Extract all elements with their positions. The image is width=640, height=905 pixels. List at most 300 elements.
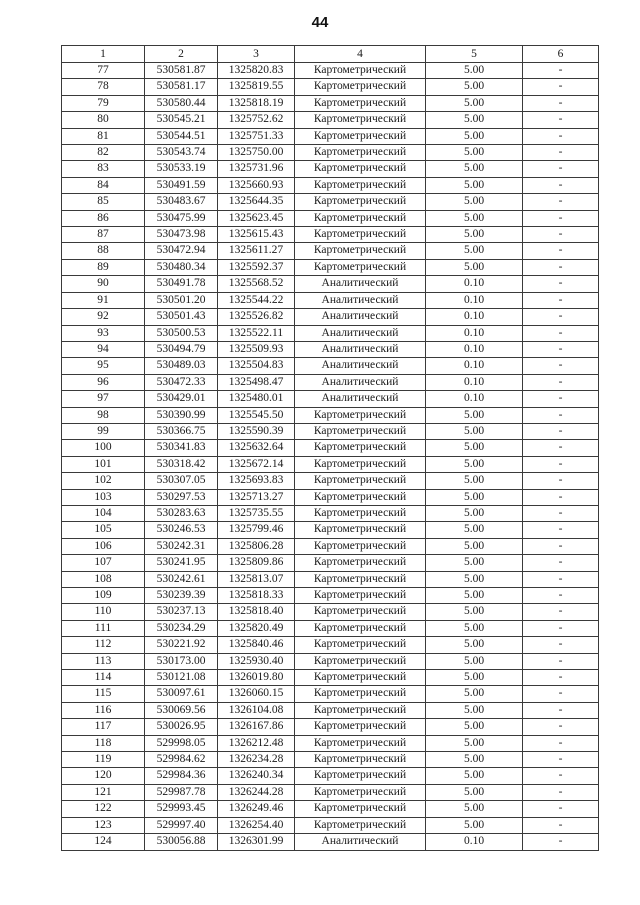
- note-cell: -: [523, 522, 599, 538]
- point-number-cell: 91: [62, 292, 145, 308]
- point-number-cell: 121: [62, 784, 145, 800]
- method-cell: Картометрический: [295, 735, 426, 751]
- table-row: [62, 456, 599, 472]
- accuracy-cell: 5.00: [426, 145, 523, 161]
- page-number: 44: [311, 14, 329, 31]
- table-row: [62, 79, 599, 95]
- x-coordinate-cell: 530069.56: [145, 702, 218, 718]
- note-cell: -: [523, 702, 599, 718]
- table-row: [62, 522, 599, 538]
- y-coordinate-cell: 1325623.45: [218, 210, 295, 226]
- y-coordinate-cell: 1325930.40: [218, 653, 295, 669]
- x-coordinate-cell: 530580.44: [145, 95, 218, 111]
- method-cell: Аналитический: [295, 325, 426, 341]
- method-cell: Картометрический: [295, 407, 426, 423]
- method-cell: Аналитический: [295, 309, 426, 325]
- method-cell: Аналитический: [295, 834, 426, 850]
- x-coordinate-cell: 530237.13: [145, 604, 218, 620]
- table-row: [62, 637, 599, 653]
- y-coordinate-cell: 1326249.46: [218, 801, 295, 817]
- point-number-cell: 122: [62, 801, 145, 817]
- point-number-cell: 119: [62, 752, 145, 768]
- method-cell: Картометрический: [295, 423, 426, 439]
- point-number-cell: 112: [62, 637, 145, 653]
- y-coordinate-cell: 1325644.35: [218, 194, 295, 210]
- table-row: [62, 620, 599, 636]
- point-number-cell: 96: [62, 374, 145, 390]
- point-number-cell: 113: [62, 653, 145, 669]
- x-coordinate-cell: 530297.53: [145, 489, 218, 505]
- y-coordinate-cell: 1325820.49: [218, 620, 295, 636]
- accuracy-cell: 5.00: [426, 637, 523, 653]
- note-cell: -: [523, 145, 599, 161]
- note-cell: -: [523, 391, 599, 407]
- method-cell: Картометрический: [295, 817, 426, 833]
- accuracy-cell: 5.00: [426, 177, 523, 193]
- x-coordinate-cell: 530239.39: [145, 588, 218, 604]
- accuracy-cell: 5.00: [426, 538, 523, 554]
- table-row: [62, 95, 599, 111]
- accuracy-cell: 0.10: [426, 358, 523, 374]
- note-cell: -: [523, 79, 599, 95]
- y-coordinate-cell: 1326240.34: [218, 768, 295, 784]
- table-row: [62, 489, 599, 505]
- point-number-cell: 81: [62, 128, 145, 144]
- table-row: [62, 653, 599, 669]
- method-cell: Картометрический: [295, 505, 426, 521]
- x-coordinate-cell: 530318.42: [145, 456, 218, 472]
- point-number-cell: 109: [62, 588, 145, 604]
- note-cell: -: [523, 801, 599, 817]
- table-row: [62, 259, 599, 275]
- accuracy-cell: 5.00: [426, 620, 523, 636]
- accuracy-cell: 5.00: [426, 95, 523, 111]
- y-coordinate-cell: 1325544.22: [218, 292, 295, 308]
- column-header: 1: [62, 46, 145, 63]
- accuracy-cell: 5.00: [426, 735, 523, 751]
- note-cell: -: [523, 374, 599, 390]
- y-coordinate-cell: 1326234.28: [218, 752, 295, 768]
- table-row: [62, 374, 599, 390]
- x-coordinate-cell: 530246.53: [145, 522, 218, 538]
- point-number-cell: 88: [62, 243, 145, 259]
- note-cell: -: [523, 456, 599, 472]
- method-cell: Картометрический: [295, 194, 426, 210]
- x-coordinate-cell: 529997.40: [145, 817, 218, 833]
- accuracy-cell: 5.00: [426, 227, 523, 243]
- method-cell: Картометрический: [295, 210, 426, 226]
- point-number-cell: 102: [62, 473, 145, 489]
- y-coordinate-cell: 1325809.86: [218, 555, 295, 571]
- method-cell: Картометрический: [295, 686, 426, 702]
- point-number-cell: 118: [62, 735, 145, 751]
- point-number-cell: 77: [62, 63, 145, 79]
- accuracy-cell: 0.10: [426, 292, 523, 308]
- method-cell: Аналитический: [295, 341, 426, 357]
- note-cell: -: [523, 292, 599, 308]
- point-number-cell: 78: [62, 79, 145, 95]
- y-coordinate-cell: 1325590.39: [218, 423, 295, 439]
- x-coordinate-cell: 529984.36: [145, 768, 218, 784]
- note-cell: -: [523, 571, 599, 587]
- note-cell: -: [523, 784, 599, 800]
- x-coordinate-cell: 530480.34: [145, 259, 218, 275]
- x-coordinate-cell: 530234.29: [145, 620, 218, 636]
- method-cell: Картометрический: [295, 522, 426, 538]
- table-row: [62, 768, 599, 784]
- accuracy-cell: 5.00: [426, 555, 523, 571]
- accuracy-cell: 0.10: [426, 276, 523, 292]
- accuracy-cell: 5.00: [426, 670, 523, 686]
- accuracy-cell: 5.00: [426, 210, 523, 226]
- point-number-cell: 120: [62, 768, 145, 784]
- y-coordinate-cell: 1325813.07: [218, 571, 295, 587]
- method-cell: Картометрический: [295, 588, 426, 604]
- x-coordinate-cell: 530026.95: [145, 719, 218, 735]
- table-row: [62, 538, 599, 554]
- y-coordinate-cell: 1325522.11: [218, 325, 295, 341]
- method-cell: Картометрический: [295, 768, 426, 784]
- method-cell: Аналитический: [295, 391, 426, 407]
- method-cell: Аналитический: [295, 358, 426, 374]
- x-coordinate-cell: 530545.21: [145, 112, 218, 128]
- note-cell: -: [523, 63, 599, 79]
- table-row: [62, 686, 599, 702]
- point-number-cell: 85: [62, 194, 145, 210]
- y-coordinate-cell: 1325568.52: [218, 276, 295, 292]
- note-cell: -: [523, 588, 599, 604]
- y-coordinate-cell: 1325632.64: [218, 440, 295, 456]
- point-number-cell: 103: [62, 489, 145, 505]
- x-coordinate-cell: 530121.08: [145, 670, 218, 686]
- accuracy-cell: 5.00: [426, 423, 523, 439]
- note-cell: -: [523, 194, 599, 210]
- point-number-cell: 105: [62, 522, 145, 538]
- y-coordinate-cell: 1326244.28: [218, 784, 295, 800]
- method-cell: Картометрический: [295, 112, 426, 128]
- note-cell: -: [523, 243, 599, 259]
- y-coordinate-cell: 1325750.00: [218, 145, 295, 161]
- accuracy-cell: 0.10: [426, 391, 523, 407]
- accuracy-cell: 5.00: [426, 473, 523, 489]
- accuracy-cell: 0.10: [426, 834, 523, 850]
- y-coordinate-cell: 1325615.43: [218, 227, 295, 243]
- x-coordinate-cell: 530472.33: [145, 374, 218, 390]
- y-coordinate-cell: 1325806.28: [218, 538, 295, 554]
- table-row: [62, 784, 599, 800]
- point-number-cell: 80: [62, 112, 145, 128]
- method-cell: Картометрический: [295, 604, 426, 620]
- column-header: 3: [218, 46, 295, 63]
- note-cell: -: [523, 227, 599, 243]
- table-row: [62, 309, 599, 325]
- x-coordinate-cell: 530341.83: [145, 440, 218, 456]
- column-header: 6: [523, 46, 599, 63]
- y-coordinate-cell: 1325731.96: [218, 161, 295, 177]
- y-coordinate-cell: 1325480.01: [218, 391, 295, 407]
- point-number-cell: 117: [62, 719, 145, 735]
- point-number-cell: 87: [62, 227, 145, 243]
- point-number-cell: 82: [62, 145, 145, 161]
- x-coordinate-cell: 530097.61: [145, 686, 218, 702]
- y-coordinate-cell: 1326019.80: [218, 670, 295, 686]
- x-coordinate-cell: 530494.79: [145, 341, 218, 357]
- x-coordinate-cell: 529998.05: [145, 735, 218, 751]
- accuracy-cell: 5.00: [426, 505, 523, 521]
- note-cell: -: [523, 735, 599, 751]
- table-row: [62, 588, 599, 604]
- y-coordinate-cell: 1325818.33: [218, 588, 295, 604]
- y-coordinate-cell: 1326104.08: [218, 702, 295, 718]
- method-cell: Картометрический: [295, 489, 426, 505]
- table-row: [62, 670, 599, 686]
- method-cell: Картометрический: [295, 719, 426, 735]
- x-coordinate-cell: 529984.62: [145, 752, 218, 768]
- table-header-row: [62, 46, 599, 63]
- table-row: [62, 276, 599, 292]
- x-coordinate-cell: 530173.00: [145, 653, 218, 669]
- x-coordinate-cell: 530366.75: [145, 423, 218, 439]
- point-number-cell: 124: [62, 834, 145, 850]
- note-cell: -: [523, 161, 599, 177]
- point-number-cell: 123: [62, 817, 145, 833]
- x-coordinate-cell: 530221.92: [145, 637, 218, 653]
- note-cell: -: [523, 653, 599, 669]
- y-coordinate-cell: 1325672.14: [218, 456, 295, 472]
- note-cell: -: [523, 112, 599, 128]
- method-cell: Картометрический: [295, 538, 426, 554]
- table-row: [62, 473, 599, 489]
- note-cell: -: [523, 276, 599, 292]
- accuracy-cell: 5.00: [426, 194, 523, 210]
- point-number-cell: 108: [62, 571, 145, 587]
- point-number-cell: 89: [62, 259, 145, 275]
- accuracy-cell: 5.00: [426, 686, 523, 702]
- method-cell: Картометрический: [295, 702, 426, 718]
- y-coordinate-cell: 1325693.83: [218, 473, 295, 489]
- method-cell: Картометрический: [295, 473, 426, 489]
- table-row: [62, 341, 599, 357]
- y-coordinate-cell: 1325819.55: [218, 79, 295, 95]
- accuracy-cell: 5.00: [426, 243, 523, 259]
- y-coordinate-cell: 1325752.62: [218, 112, 295, 128]
- x-coordinate-cell: 530472.94: [145, 243, 218, 259]
- y-coordinate-cell: 1325509.93: [218, 341, 295, 357]
- method-cell: Аналитический: [295, 374, 426, 390]
- method-cell: Картометрический: [295, 259, 426, 275]
- accuracy-cell: 5.00: [426, 161, 523, 177]
- y-coordinate-cell: 1325660.93: [218, 177, 295, 193]
- x-coordinate-cell: 530533.19: [145, 161, 218, 177]
- note-cell: -: [523, 95, 599, 111]
- point-number-cell: 100: [62, 440, 145, 456]
- method-cell: Картометрический: [295, 555, 426, 571]
- accuracy-cell: 5.00: [426, 571, 523, 587]
- x-coordinate-cell: 529987.78: [145, 784, 218, 800]
- accuracy-cell: 5.00: [426, 79, 523, 95]
- method-cell: Картометрический: [295, 243, 426, 259]
- method-cell: Картометрический: [295, 95, 426, 111]
- y-coordinate-cell: 1326167.86: [218, 719, 295, 735]
- accuracy-cell: 5.00: [426, 128, 523, 144]
- x-coordinate-cell: 530242.31: [145, 538, 218, 554]
- x-coordinate-cell: 530483.67: [145, 194, 218, 210]
- column-header: 5: [426, 46, 523, 63]
- table-row: [62, 555, 599, 571]
- x-coordinate-cell: 530056.88: [145, 834, 218, 850]
- note-cell: -: [523, 768, 599, 784]
- y-coordinate-cell: 1326212.48: [218, 735, 295, 751]
- note-cell: -: [523, 440, 599, 456]
- x-coordinate-cell: 530491.59: [145, 177, 218, 193]
- x-coordinate-cell: 530429.01: [145, 391, 218, 407]
- point-number-cell: 83: [62, 161, 145, 177]
- x-coordinate-cell: 529993.45: [145, 801, 218, 817]
- x-coordinate-cell: 530581.17: [145, 79, 218, 95]
- point-number-cell: 114: [62, 670, 145, 686]
- accuracy-cell: 5.00: [426, 407, 523, 423]
- accuracy-cell: 5.00: [426, 604, 523, 620]
- note-cell: -: [523, 834, 599, 850]
- x-coordinate-cell: 530475.99: [145, 210, 218, 226]
- y-coordinate-cell: 1325735.55: [218, 505, 295, 521]
- method-cell: Картометрический: [295, 63, 426, 79]
- method-cell: Аналитический: [295, 292, 426, 308]
- point-number-cell: 94: [62, 341, 145, 357]
- note-cell: -: [523, 407, 599, 423]
- note-cell: -: [523, 128, 599, 144]
- table-row: [62, 128, 599, 144]
- note-cell: -: [523, 752, 599, 768]
- table-row: [62, 834, 599, 850]
- note-cell: -: [523, 719, 599, 735]
- y-coordinate-cell: 1325504.83: [218, 358, 295, 374]
- method-cell: Картометрический: [295, 620, 426, 636]
- y-coordinate-cell: 1325751.33: [218, 128, 295, 144]
- y-coordinate-cell: 1325818.40: [218, 604, 295, 620]
- accuracy-cell: 5.00: [426, 768, 523, 784]
- point-number-cell: 107: [62, 555, 145, 571]
- accuracy-cell: 0.10: [426, 341, 523, 357]
- note-cell: -: [523, 505, 599, 521]
- y-coordinate-cell: 1325498.47: [218, 374, 295, 390]
- accuracy-cell: 5.00: [426, 719, 523, 735]
- table-row: [62, 210, 599, 226]
- point-number-cell: 79: [62, 95, 145, 111]
- table-row: [62, 817, 599, 833]
- column-header: 4: [295, 46, 426, 63]
- x-coordinate-cell: 530283.63: [145, 505, 218, 521]
- method-cell: Картометрический: [295, 752, 426, 768]
- method-cell: Картометрический: [295, 637, 426, 653]
- accuracy-cell: 5.00: [426, 653, 523, 669]
- x-coordinate-cell: 530241.95: [145, 555, 218, 571]
- x-coordinate-cell: 530543.74: [145, 145, 218, 161]
- x-coordinate-cell: 530473.98: [145, 227, 218, 243]
- accuracy-cell: 0.10: [426, 325, 523, 341]
- method-cell: Картометрический: [295, 456, 426, 472]
- method-cell: Картометрический: [295, 571, 426, 587]
- accuracy-cell: 5.00: [426, 259, 523, 275]
- note-cell: -: [523, 358, 599, 374]
- method-cell: Картометрический: [295, 227, 426, 243]
- point-number-cell: 98: [62, 407, 145, 423]
- y-coordinate-cell: 1325713.27: [218, 489, 295, 505]
- y-coordinate-cell: 1325592.37: [218, 259, 295, 275]
- note-cell: -: [523, 259, 599, 275]
- note-cell: -: [523, 309, 599, 325]
- x-coordinate-cell: 530501.43: [145, 309, 218, 325]
- x-coordinate-cell: 530242.61: [145, 571, 218, 587]
- note-cell: -: [523, 686, 599, 702]
- x-coordinate-cell: 530307.05: [145, 473, 218, 489]
- table-row: [62, 604, 599, 620]
- table-row: [62, 440, 599, 456]
- note-cell: -: [523, 620, 599, 636]
- method-cell: Картометрический: [295, 653, 426, 669]
- note-cell: -: [523, 555, 599, 571]
- accuracy-cell: 0.10: [426, 309, 523, 325]
- accuracy-cell: 5.00: [426, 489, 523, 505]
- point-number-cell: 106: [62, 538, 145, 554]
- table-row: [62, 63, 599, 79]
- table-row: [62, 571, 599, 587]
- x-coordinate-cell: 530501.20: [145, 292, 218, 308]
- table-row: [62, 423, 599, 439]
- y-coordinate-cell: 1326254.40: [218, 817, 295, 833]
- point-number-cell: 95: [62, 358, 145, 374]
- point-number-cell: 116: [62, 702, 145, 718]
- method-cell: Аналитический: [295, 276, 426, 292]
- table-row: [62, 325, 599, 341]
- x-coordinate-cell: 530581.87: [145, 63, 218, 79]
- point-number-cell: 111: [62, 620, 145, 636]
- accuracy-cell: 5.00: [426, 456, 523, 472]
- point-number-cell: 92: [62, 309, 145, 325]
- method-cell: Картометрический: [295, 145, 426, 161]
- table-row: [62, 194, 599, 210]
- table-row: [62, 358, 599, 374]
- table-row: [62, 145, 599, 161]
- note-cell: -: [523, 817, 599, 833]
- accuracy-cell: 5.00: [426, 522, 523, 538]
- coordinates-table: [61, 45, 599, 851]
- y-coordinate-cell: 1326060.15: [218, 686, 295, 702]
- y-coordinate-cell: 1325840.46: [218, 637, 295, 653]
- accuracy-cell: 5.00: [426, 817, 523, 833]
- accuracy-cell: 5.00: [426, 784, 523, 800]
- note-cell: -: [523, 210, 599, 226]
- table-row: [62, 161, 599, 177]
- point-number-cell: 97: [62, 391, 145, 407]
- point-number-cell: 93: [62, 325, 145, 341]
- table-row: [62, 407, 599, 423]
- table-row: [62, 177, 599, 193]
- point-number-cell: 104: [62, 505, 145, 521]
- x-coordinate-cell: 530489.03: [145, 358, 218, 374]
- note-cell: -: [523, 473, 599, 489]
- method-cell: Картометрический: [295, 784, 426, 800]
- accuracy-cell: 5.00: [426, 112, 523, 128]
- table-row: [62, 292, 599, 308]
- table-row: [62, 227, 599, 243]
- note-cell: -: [523, 325, 599, 341]
- note-cell: -: [523, 489, 599, 505]
- accuracy-cell: 5.00: [426, 63, 523, 79]
- accuracy-cell: 0.10: [426, 374, 523, 390]
- x-coordinate-cell: 530491.78: [145, 276, 218, 292]
- x-coordinate-cell: 530390.99: [145, 407, 218, 423]
